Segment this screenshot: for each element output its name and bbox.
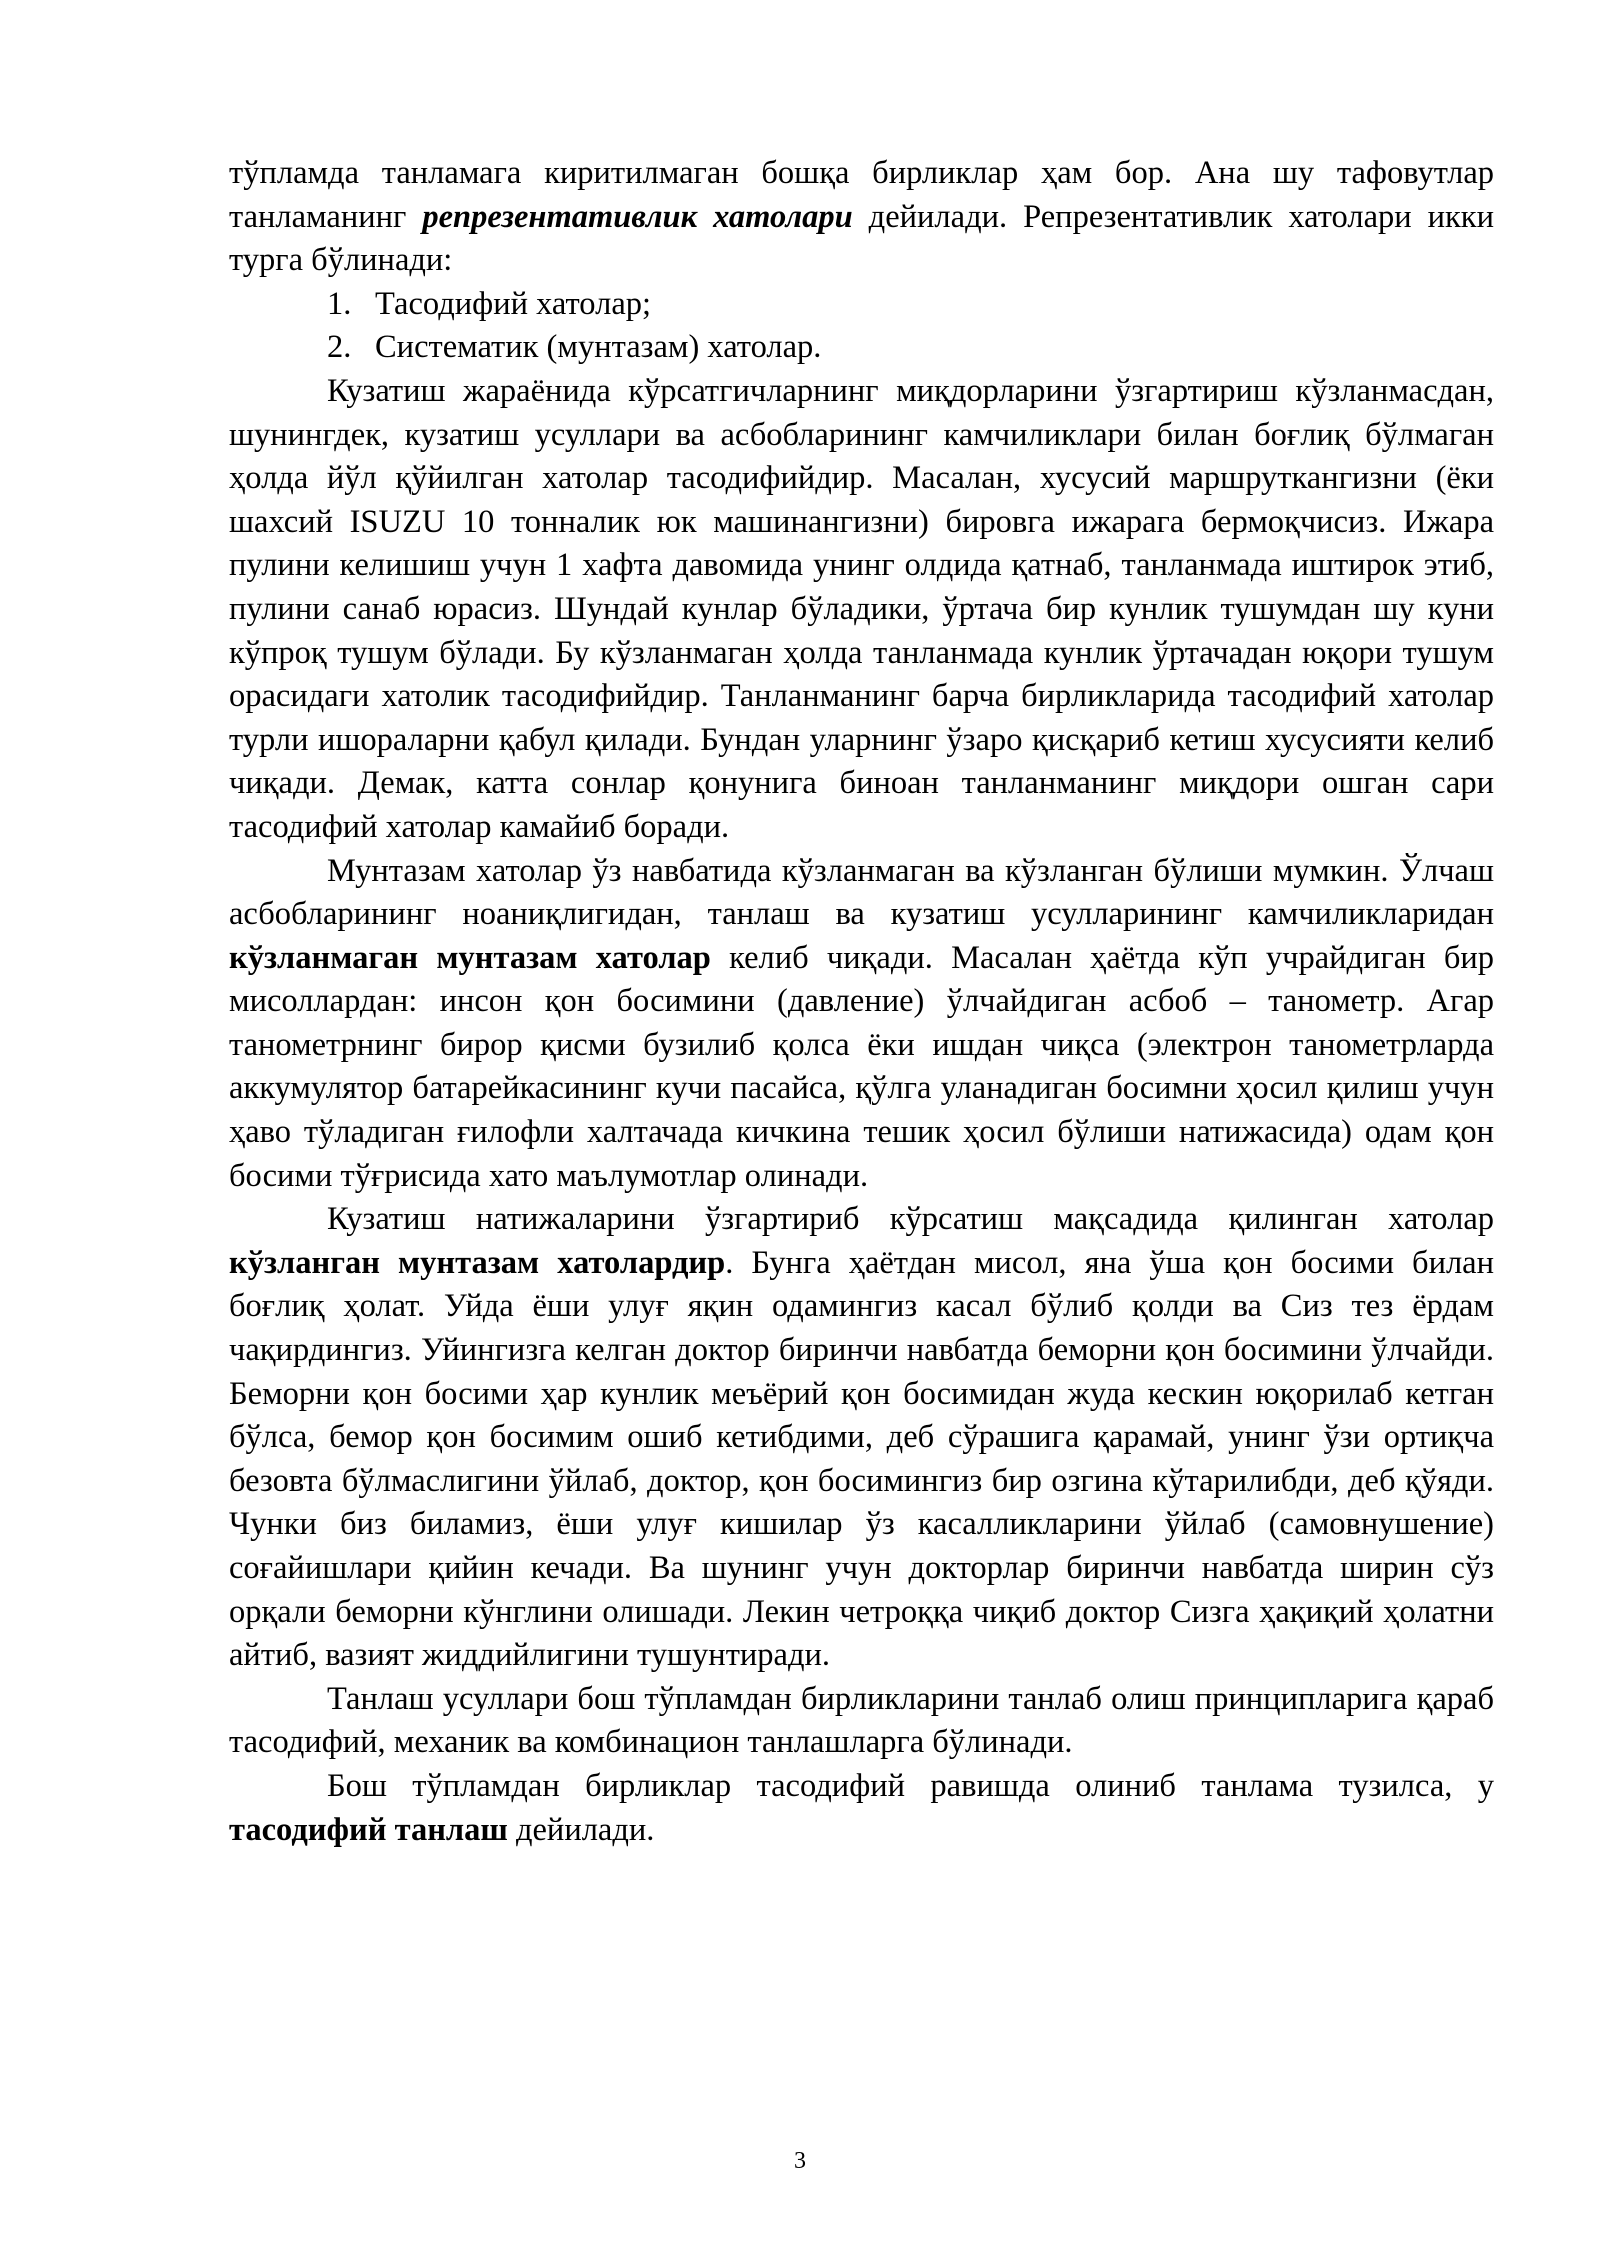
list-item-text: Тасодифий хатолар;	[375, 285, 652, 322]
paragraph-4-text-before: Кузатиш натижаларини ўзгартириб кўрсатиш мақсадида қилинган хатолар	[327, 1201, 1494, 1238]
paragraph-2: Кузатиш жараёнида кўрсатгичларнинг миқдорларини ўзгартириш кўзланмасдан, шунингдек, кузатиш усуллари ва асбобларининг камчиликлари билан боғлиқ бўлмаган ҳолда йўл қўйилган хатолар тасодифийдир. Масалан, хусусий маршруткангизни (ёки шахсий ISUZU 10 тонналик юк машинангизни) бировга ижарага бермоқчисиз. Ижара пулини келишиш учун 1 хафта давомида унинг олдида қатнаб, танланмада иштирок этиб, пулини санаб юрасиз. Шундай кунлар бўладики, ўртача бир кунлик тушумдан шу куни кўпроқ тушум бўлади. Бу кўзланмаган ҳолда танланмада кунлик ўртачадан юқори тушум орасидаги хатолик тасодифийдир. Танланманинг барча бирликларида тасодифий хатолар турли ишораларни қабул қилади. Бундан уларнинг ўзаро қисқариб кетиш хусусияти келиб чиқади. Демак, катта сонлар қонунига биноан танланманинг миқдори ошган сари тасодифий хатолар камайиб боради.	[229, 372, 1494, 845]
paragraph-1	[229, 152, 1494, 283]
paragraph-3	[229, 850, 1494, 1199]
term-unintended-systematic-errors: кўзланмаган мунтазам хатолар	[229, 939, 711, 976]
list-item-number: 1.	[327, 285, 352, 322]
paragraph-5: Танлаш усуллари бош тўпламдан бирликларини танлаб олиш принципларига қараб тасодифий, механик ва комбинацион танлашларга бўлинади.	[229, 1680, 1494, 1761]
term-random-sampling: тасодифий танлаш	[229, 1811, 508, 1848]
paragraph-3-text-after: келиб чиқади. Масалан ҳаётда кўп учрайдиган бир мисоллардан: инсон қон босимини (давление) ўлчайдиган асбоб – танометр. Агар танометрнинг бирор қисми бузилиб қолса ёки ишдан чиқса (электрон танометрларда аккумулятор батарейкасининг кучи пасайса, қўлга уланадиган босимни ҳосил қилиш учун ҳаво тўладиган ғилофли халтачада кичкина тешик ҳосил бўлиши натижасида) одам қон босими тўғрисида хато маълумотлар олинади.	[229, 939, 1494, 1194]
list-item	[327, 283, 1494, 327]
error-types-list	[229, 283, 1494, 370]
paragraph-4	[229, 1198, 1494, 1678]
list-item	[327, 326, 1494, 370]
paragraph-6	[229, 1765, 1494, 1852]
list-item-number: 2.	[327, 329, 352, 366]
term-intended-systematic-errors: кўзланган мунтазам хатолардир	[229, 1244, 726, 1281]
term-representativeness-errors: репрезентативлик хатолари	[422, 198, 853, 235]
page-body	[229, 152, 1494, 1852]
paragraph-1-text-after: дейилади. Репрезентативлик хатолари икки турга бўлинади:	[229, 198, 1494, 279]
paragraph-1-text-before: тўпламда танламага киритилмаган бошқа бирликлар ҳам бор. Ана шу тафовутлар танламанинг	[229, 155, 1494, 235]
paragraph-3-text-before: Мунтазам хатолар ўз навбатида кўзланмаган ва кўзланган бўлиши мумкин. Ўлчаш асбобларининг ноаниқлигидан, танлаш ва кузатиш усулларининг камчиликларидан	[229, 852, 1494, 933]
page-number: 3	[794, 2148, 806, 2174]
paragraph-6-text-before: Бош тўпламдан бирликлар тасодифий равишда олиниб танлама тузилса, у	[327, 1767, 1494, 1804]
paragraph-6-text-after: дейилади.	[507, 1811, 655, 1848]
paragraph-4-text-after: . Бунга ҳаётдан мисол, яна ўша қон босими билан боғлиқ ҳолат. Уйда ёши улуғ яқин одамингиз касал бўлиб қолди ва Сиз тез ёрдам чақирдингиз. Уйингизга келган доктор биринчи навбатда беморни қон босимини ўлчайди. Беморни қон босими ҳар кунлик меъёрий қон босимидан жуда кескин юқорилаб кетган бўлса, бемор қон босимим ошиб кетибдими, деб сўрашига қарамай, унинг ўзи ортиқча безовта бўлмаслигини ўйлаб, доктор, қон босимингиз бир озгина кўтарилибди, деб қўяди. Чунки биз биламиз, ёши улуғ кишилар ўз касалликларини ўйлаб (самовнушение) соғайишлари қийин кечади. Ва шунинг учун докторлар биринчи навбатда ширин сўз орқали беморни кўнглини олишади. Лекин четроққа чиқиб доктор Сизга ҳақиқий ҳолатни айтиб, вазият жиддийлигини тушунтиради.	[229, 1244, 1494, 1674]
list-item-text: Систематик (мунтазам) хатолар.	[375, 329, 822, 366]
